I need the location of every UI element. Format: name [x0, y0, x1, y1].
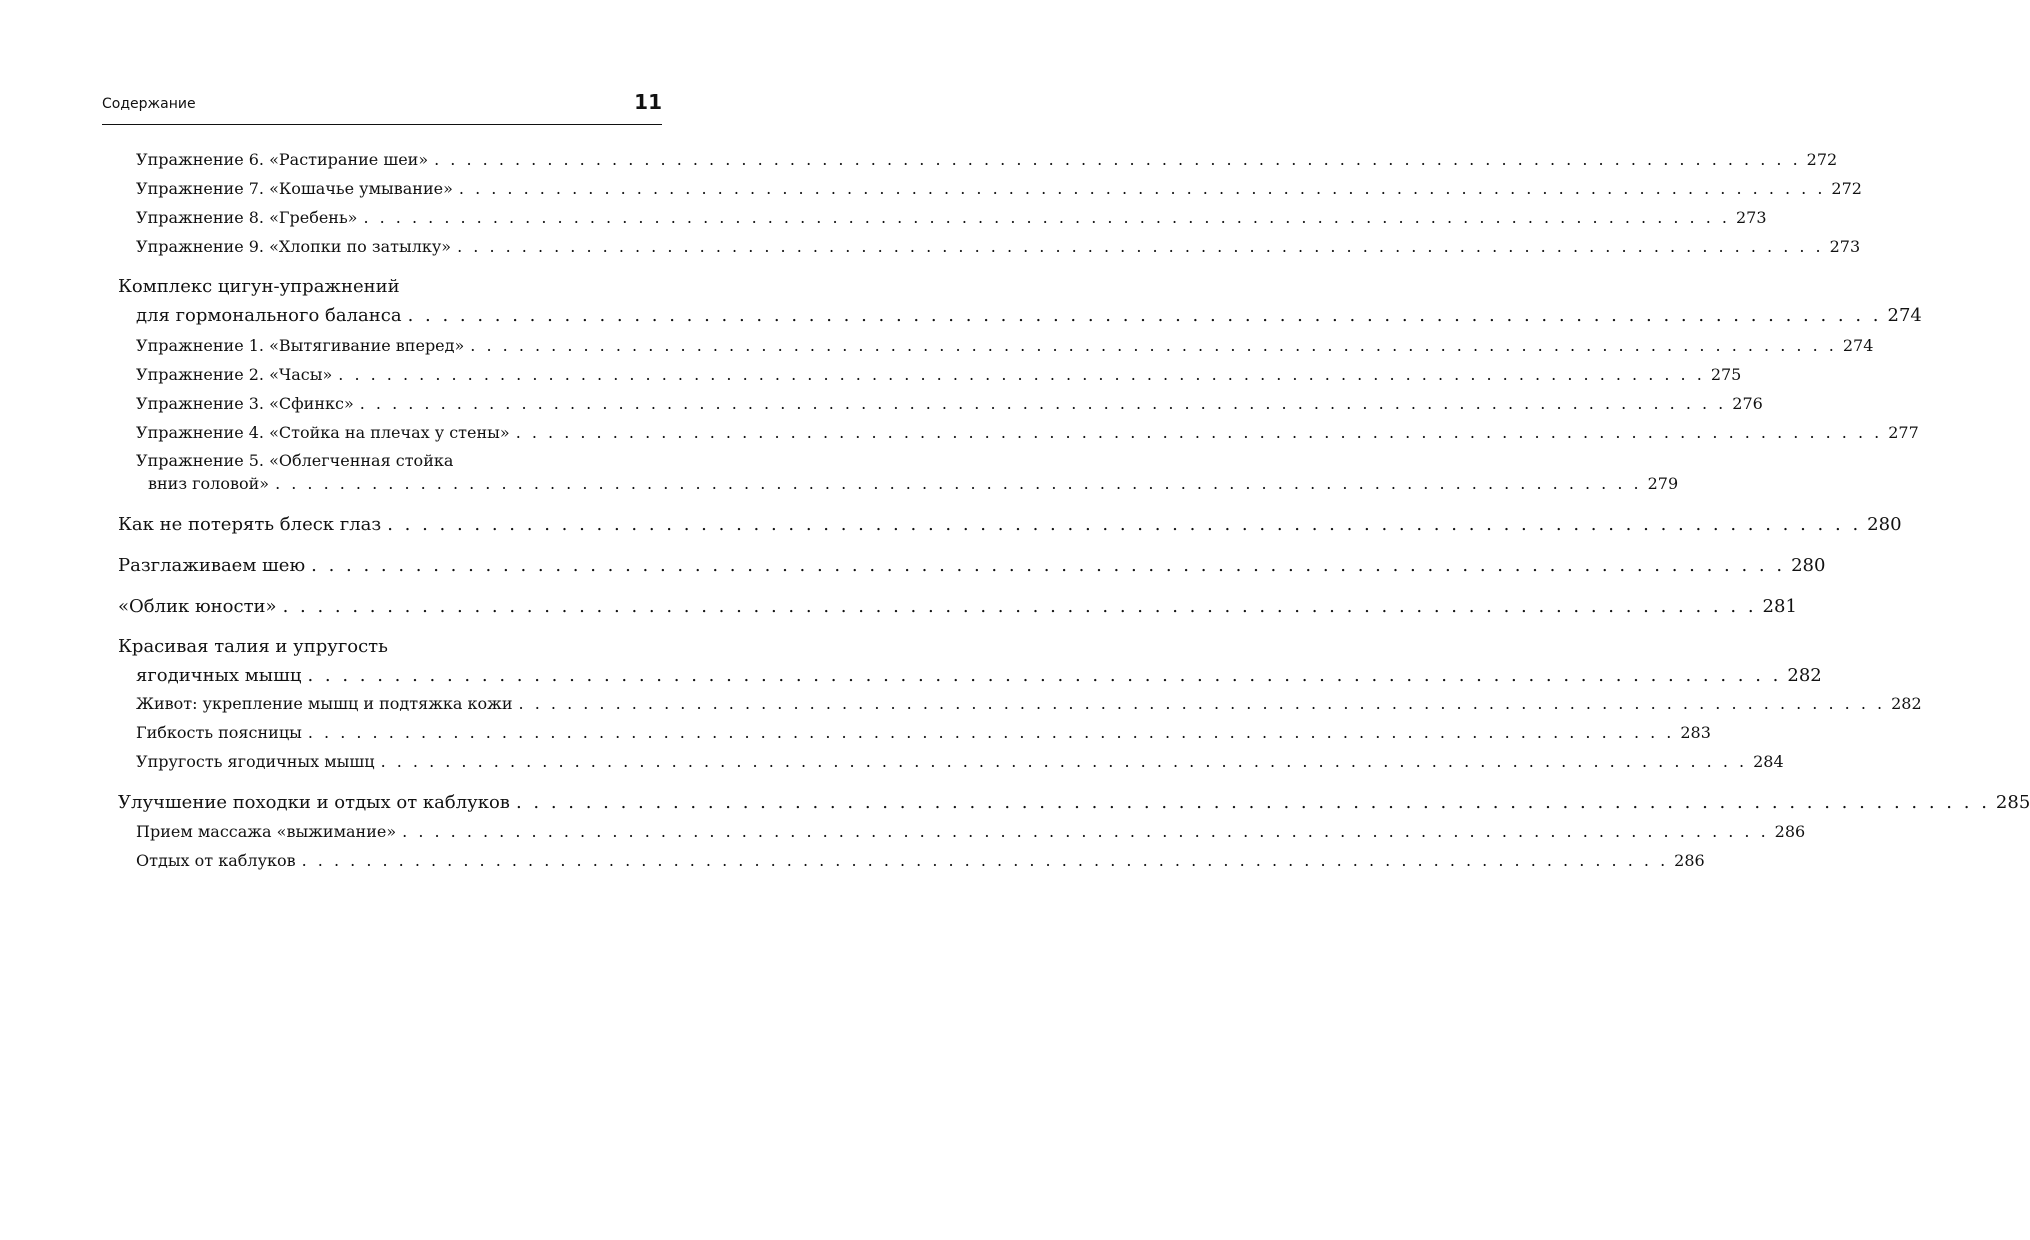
toc-entry-page: 279: [1647, 474, 1679, 493]
toc-entry: [136, 305, 1922, 329]
toc-leader-dots: . . . . . . . . . . . . . . . . . . . . . . . . . . . . . . . . . . . . . . . . . . . . . . . . . . . . . . . . . . . . . . . . . . . . . . . . . . . . . . . . . . . . .: [311, 555, 1786, 576]
toc-entry-label: Упражнение 1. «Вытягивание вперед»: [136, 336, 465, 355]
toc-entry-page: 274: [1842, 336, 1874, 355]
toc-entry-page: 280: [1867, 514, 1902, 535]
toc-entry: [148, 474, 1679, 498]
toc-leader-dots: . . . . . . . . . . . . . . . . . . . . . . . . . . . . . . . . . . . . . . . . . . . . . . . . . . . . . . . . . . . . . . . . . . . . . . . . . . . . . . . . . . . . .: [282, 596, 1757, 617]
toc-entry-label: Отдых от каблуков: [136, 851, 296, 870]
toc-entry-label: Как не потерять блеск глаз: [118, 514, 382, 535]
toc-leader-dots: . . . . . . . . . . . . . . . . . . . . . . . . . . . . . . . . . . . . . . . . . . . . . . . . . . . . . . . . . . . . . . . . . . . . . . . . . . . . . . . . . . . . .: [307, 665, 1782, 686]
toc-entry: [136, 665, 1822, 689]
toc-entry-page: 275: [1710, 365, 1742, 384]
toc-entry-label: Упражнение 6. «Растирание шеи»: [136, 150, 429, 169]
toc-entry-page: 272: [1806, 150, 1838, 169]
toc-entry-label: Гибкость поясницы: [136, 723, 302, 742]
toc-entry-label: вниз головой»: [148, 474, 270, 493]
toc-entry-label: ягодичных мышц: [136, 665, 302, 686]
toc-entry-label: Разглаживаем шею: [118, 555, 306, 576]
toc-entry: [118, 596, 1797, 620]
toc-entry: [136, 336, 1874, 360]
toc-entry-page: 286: [1774, 822, 1806, 841]
toc-entry-page: 274: [1887, 305, 1922, 326]
toc-entry: [118, 555, 1826, 579]
toc-leader-dots: . . . . . . . . . . . . . . . . . . . . . . . . . . . . . . . . . . . . . . . . . . . . . . . . . . . . . . . . . . . . . . . . . . . . . . . . . . . . . . . . . . . . .: [470, 336, 1837, 355]
toc-leader-dots: . . . . . . . . . . . . . . . . . . . . . . . . . . . . . . . . . . . . . . . . . . . . . . . . . . . . . . . . . . . . . . . . . . . . . . . . . . . . . . . . . . . . .: [363, 208, 1730, 227]
toc-leader-dots: . . . . . . . . . . . . . . . . . . . . . . . . . . . . . . . . . . . . . . . . . . . . . . . . . . . . . . . . . . . . . . . . . . . . . . . . . . . . . . . . . . . . .: [275, 474, 1642, 493]
toc-leader-dots: . . . . . . . . . . . . . . . . . . . . . . . . . . . . . . . . . . . . . . . . . . . . . . . . . . . . . . . . . . . . . . . . . . . . . . . . . . . . . . . . . . . . .: [515, 792, 1990, 813]
toc-entry-label: Улучшение походки и отдых от каблуков: [118, 792, 510, 813]
toc-entry-label: для гормонального баланса: [136, 305, 402, 326]
toc-entry: [136, 150, 1838, 174]
toc-entry: [136, 752, 1784, 776]
toc-entry: [136, 694, 1922, 718]
toc-entry-page: 286: [1674, 851, 1705, 870]
toc-entry-page: 277: [1888, 423, 1919, 442]
toc-leader-dots: . . . . . . . . . . . . . . . . . . . . . . . . . . . . . . . . . . . . . . . . . . . . . . . . . . . . . . . . . . . . . . . . . . . . . . . . . . . . . . . . . . . . .: [515, 423, 1883, 442]
toc-entry: [136, 179, 1862, 203]
toc-entry-label: Упражнение 7. «Кошачье умывание»: [136, 179, 453, 198]
toc-section-title: Красивая талия и упругость: [118, 636, 388, 657]
header-title: Содержание: [102, 96, 196, 112]
toc-entry-page: 280: [1791, 555, 1826, 576]
toc-entry-page: 283: [1680, 723, 1711, 742]
toc-entry: [118, 792, 2030, 816]
toc-leader-dots: . . . . . . . . . . . . . . . . . . . . . . . . . . . . . . . . . . . . . . . . . . . . . . . . . . . . . . . . . . . . . . . . . . . . . . . . . . . . . . . . . . . . .: [387, 514, 1862, 535]
toc-entry-page: 282: [1891, 694, 1922, 713]
toc-entry-page: 285: [1995, 792, 2030, 813]
toc-entry-label: Прием массажа «выжимание»: [136, 822, 397, 841]
toc-entry: [136, 723, 1711, 747]
toc-entry: [136, 394, 1763, 418]
toc-entry: [136, 365, 1742, 389]
toc-leader-dots: . . . . . . . . . . . . . . . . . . . . . . . . . . . . . . . . . . . . . . . . . . . . . . . . . . . . . . . . . . . . . . . . . . . . . . . . . . . . . . . . . . . . .: [380, 752, 1748, 771]
toc-entry: [118, 514, 1902, 538]
toc-entry-page: 273: [1829, 237, 1861, 256]
toc-entry-label: Живот: укрепление мышц и подтяжка кожи: [136, 694, 513, 713]
running-header: [102, 88, 662, 125]
toc-entry-label: Упражнение 4. «Стойка на плечах у стены»: [136, 423, 510, 442]
header-page-number: 11: [634, 90, 662, 114]
toc-entry-page: 284: [1753, 752, 1784, 771]
toc-entry-label: Упругость ягодичных мышц: [136, 752, 375, 771]
toc-leader-dots: . . . . . . . . . . . . . . . . . . . . . . . . . . . . . . . . . . . . . . . . . . . . . . . . . . . . . . . . . . . . . . . . . . . . . . . . . . . . . . . . . . . . .: [359, 394, 1727, 413]
toc-leader-dots: . . . . . . . . . . . . . . . . . . . . . . . . . . . . . . . . . . . . . . . . . . . . . . . . . . . . . . . . . . . . . . . . . . . . . . . . . . . . . . . . . . . . .: [458, 179, 1826, 198]
toc-leader-dots: . . . . . . . . . . . . . . . . . . . . . . . . . . . . . . . . . . . . . . . . . . . . . . . . . . . . . . . . . . . . . . . . . . . . . . . . . . . . . . . . . . . . .: [402, 822, 1769, 841]
toc-section-title: Комплекс цигун-упражнений: [118, 276, 400, 297]
toc-entry: [136, 423, 1919, 447]
toc-leader-dots: . . . . . . . . . . . . . . . . . . . . . . . . . . . . . . . . . . . . . . . . . . . . . . . . . . . . . . . . . . . . . . . . . . . . . . . . . . . . . . . . . . . . .: [457, 237, 1824, 256]
toc-entry: [136, 851, 1705, 875]
toc-leader-dots: . . . . . . . . . . . . . . . . . . . . . . . . . . . . . . . . . . . . . . . . . . . . . . . . . . . . . . . . . . . . . . . . . . . . . . . . . . . . . . . . . . . . .: [307, 723, 1675, 742]
toc-entry-page: 276: [1732, 394, 1763, 413]
toc-leader-dots: . . . . . . . . . . . . . . . . . . . . . . . . . . . . . . . . . . . . . . . . . . . . . . . . . . . . . . . . . . . . . . . . . . . . . . . . . . . . . . . . . . . . .: [338, 365, 1705, 384]
toc-leader-dots: . . . . . . . . . . . . . . . . . . . . . . . . . . . . . . . . . . . . . . . . . . . . . . . . . . . . . . . . . . . . . . . . . . . . . . . . . . . . . . . . . . . . .: [434, 150, 1801, 169]
toc-entry-page: 272: [1831, 179, 1862, 198]
toc-entry: [136, 822, 1806, 846]
toc-entry-label: Упражнение 3. «Сфинкс»: [136, 394, 354, 413]
toc-entry-page: 281: [1762, 596, 1797, 617]
toc-entry: [136, 237, 1861, 261]
toc-entry-label: Упражнение 2. «Часы»: [136, 365, 333, 384]
toc-entry-page: 273: [1735, 208, 1767, 227]
toc-entry-page: 282: [1787, 665, 1822, 686]
toc-leader-dots: . . . . . . . . . . . . . . . . . . . . . . . . . . . . . . . . . . . . . . . . . . . . . . . . . . . . . . . . . . . . . . . . . . . . . . . . . . . . . . . . . . . . .: [301, 851, 1669, 870]
toc-leader-dots: . . . . . . . . . . . . . . . . . . . . . . . . . . . . . . . . . . . . . . . . . . . . . . . . . . . . . . . . . . . . . . . . . . . . . . . . . . . . . . . . . . . . .: [518, 694, 1886, 713]
toc-entry-label: «Облик юности»: [118, 596, 277, 617]
toc-entry-label: Упражнение 9. «Хлопки по затылку»: [136, 237, 452, 256]
toc-entry: [136, 208, 1767, 232]
toc-entry-label-first-line: Упражнение 5. «Облегченная стойка: [136, 451, 454, 470]
toc-entry-label: Упражнение 8. «Гребень»: [136, 208, 358, 227]
toc-leader-dots: . . . . . . . . . . . . . . . . . . . . . . . . . . . . . . . . . . . . . . . . . . . . . . . . . . . . . . . . . . . . . . . . . . . . . . . . . . . . . . . . . . . . .: [407, 305, 1882, 326]
